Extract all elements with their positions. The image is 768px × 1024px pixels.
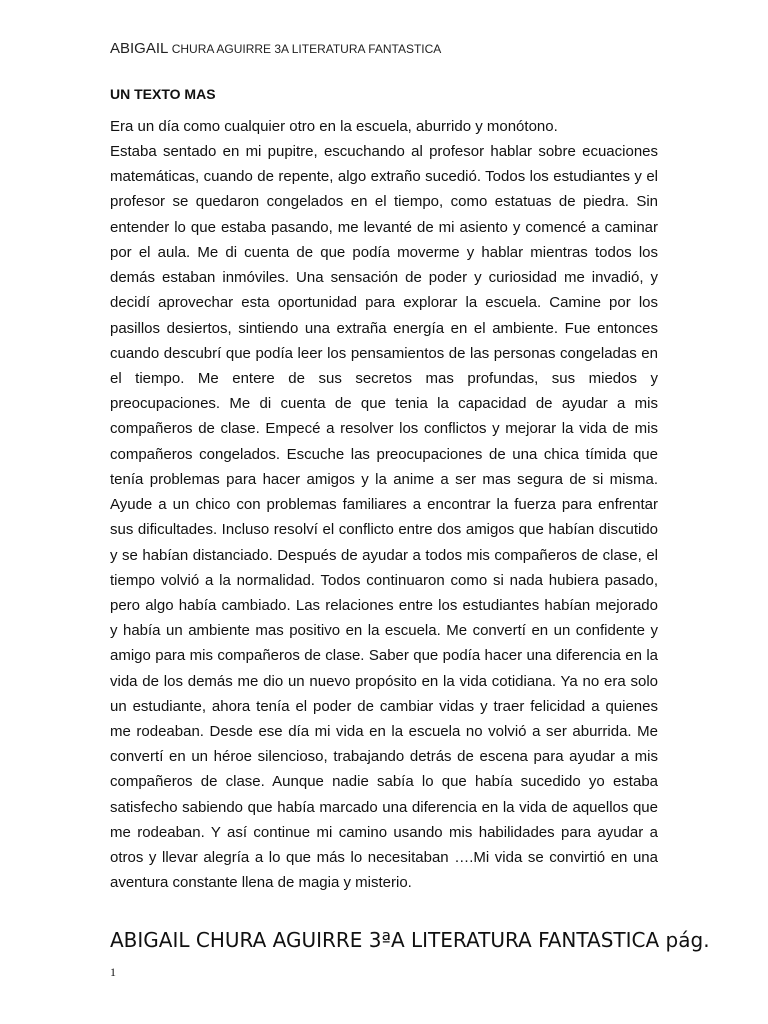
page-header [110,40,441,58]
header-name: ABIGAIL [110,40,169,57]
document-title: UN TEXTO MAS [110,86,216,102]
intro-paragraph: Era un día como cualquier otro en la escuela, aburrido y monótono. [110,118,558,135]
story-paragraph: Estaba sentado en mi pupitre, escuchando al profesor hablar sobre ecuaciones matemáticas, cuando de repente, algo extraño sucedió. Todos los estudiantes y el profesor se quedaron congelados en el tiempo, como estatuas de piedra. Sin entender lo que estaba pasando, me levanté de mi asiento y comencé a caminar por el aula. Me di cuenta de que podía moverme y hablar mientras todos los demás estaban inmóviles. Una sensación de poder y curiosidad me invadió, y decidí aprovechar esta oportunidad para explorar la escuela. Camine por los pasillos desiertos, sintiendo una extraña energía en el ambiente. Fue entonces cuando descubrí que podía leer los pensamientos de las personas congeladas en el tiempo. Me entere de sus secretos mas profundas, sus miedos y preocupaciones. Me di cuenta de que tenia la capacidad de ayudar a mis compañeros de clase. Empecé a resolver los conflictos y mejorar la vida de mis compañeros congelados. Escuche las preocupaciones de una chica tímida que tenía problemas para hacer amigos y la anime a ser mas segura de si misma. Ayude a un chico con problemas familiares a encontrar la fuerza para enfrentar sus dificultades. Incluso resolví el conflicto entre dos amigos que habían discutido y se habían distanciado. Después de ayudar a todos mis compañeros de clase, el tiempo volvió a la normalidad. Todos continuaron como si nada hubiera pasado, pero algo había cambiado. Las relaciones entre los estudiantes habían mejorado y había un ambiente mas positivo en la escuela. Me convertí en un confidente y amigo para mis compañeros de clase. Saber que podía hacer una diferencia en la vida de los demás me dio un nuevo propósito en la vida cotidiana. Ya no era solo un estudiante, ahora tenía el poder de cambiar vidas y traer felicidad a quienes me rodeaban. Desde ese día mi vida en la escuela no volvió a ser aburrida. Me convertí en un héroe silencioso, trabajando detrás de escena para ayudar a mis compañeros de clase. Aunque nadie sabía lo que había sucedido yo estaba satisfecho sabiendo que había marcado una diferencia en la vida de aquellos que me rodeaban. Y así continue mi camino usando mis habilidades para ayudar a otros y llevar alegría a lo que más lo necesitaban ….Mi vida se convirtió en una aventura constante llena de magia y misterio. [110,143,658,892]
page-number: 1 [110,965,116,979]
footer-text: ABIGAIL CHURA AGUIRRE 3ªA LITERATURA FANTASTICA pág. [110,928,710,952]
header-subtitle: CHURA AGUIRRE 3A LITERATURA FANTASTICA [168,42,442,56]
page-footer [110,926,710,987]
